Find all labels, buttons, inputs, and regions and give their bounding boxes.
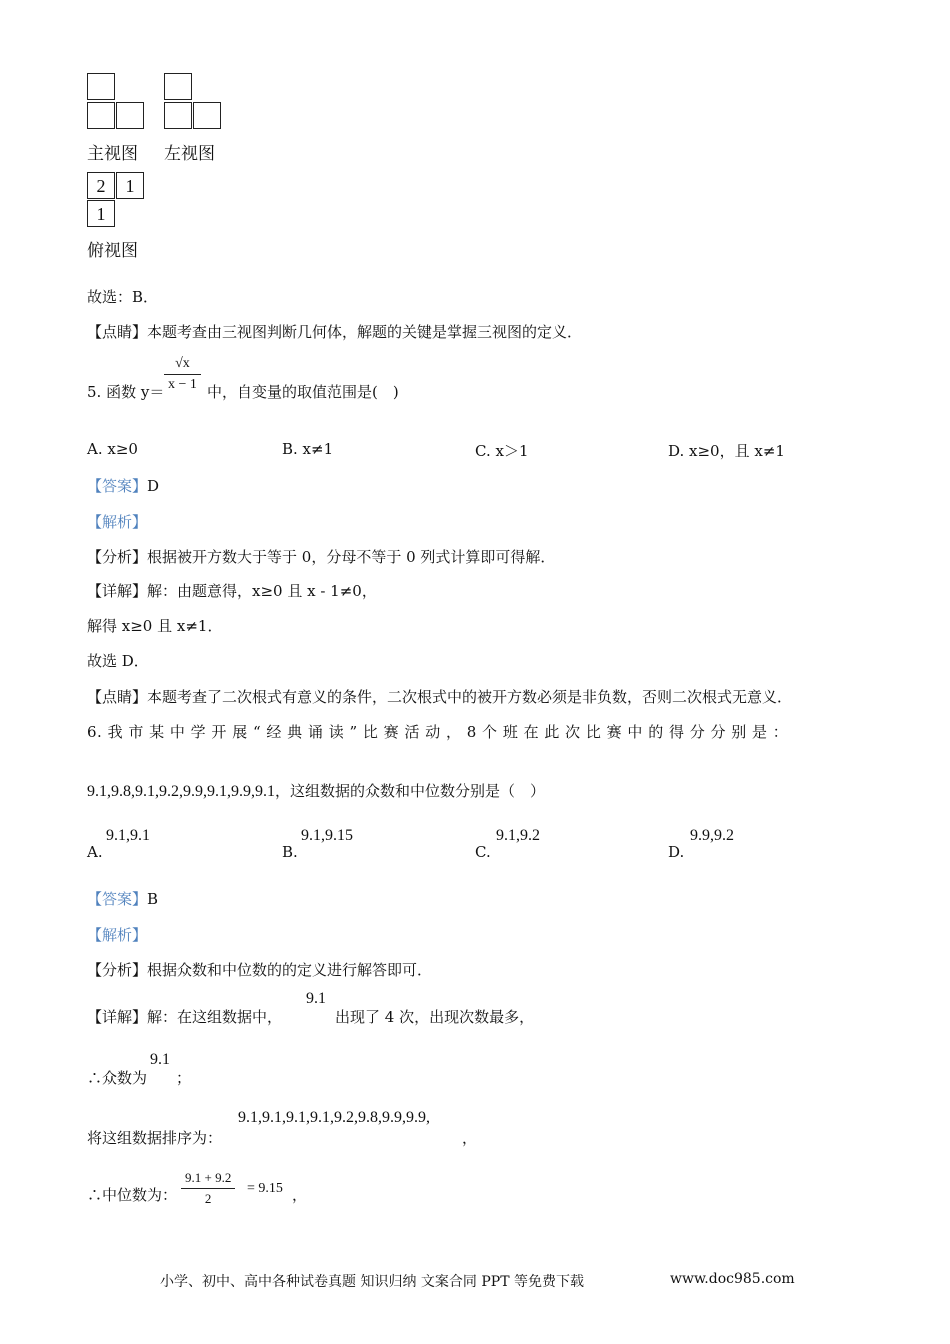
front-view-cell	[116, 102, 144, 129]
q5-answer	[87, 475, 159, 496]
q5-stem-suffix: 中，自变量的取值范围是( )	[207, 383, 399, 401]
q6-answer	[87, 888, 158, 909]
q5-detail-line-1: 【详解】解：由题意得，x≥0 且 x - 1≠0，	[87, 582, 377, 600]
q5-answer-value: D	[147, 477, 160, 495]
q6-answer-tag: 【答案】	[87, 890, 148, 908]
q5-fraction-numerator: √x	[175, 356, 190, 371]
q5-fraction	[164, 356, 201, 393]
q6-mode-value: 9.1	[150, 1051, 170, 1068]
q6-sort-prefix: 将这组数据排序为：	[87, 1129, 223, 1147]
top-view-cell: 2	[87, 172, 115, 199]
q5-detail-line-2: 解得 x≥0 且 x≠1．	[87, 617, 223, 635]
q6-median-suffix: ，	[292, 1186, 308, 1204]
q6-detail-value: 9.1	[306, 990, 326, 1007]
q6-sort-suffix: ，	[462, 1129, 478, 1147]
q6-data-line	[87, 780, 545, 801]
q6-option-c-value: 9.1,9.2	[496, 827, 540, 844]
q6-stem: 6. 我 市 某 中 学 开 展 “ 经 典 诵 读 ” 比 赛 活 动 ， 8 个 班 在 此 次 比 赛 中 的 得 分 分 别 是 ：	[87, 723, 789, 741]
q5-fraction-denominator: x − 1	[164, 374, 201, 393]
q6-median-fraction	[181, 1170, 235, 1207]
top-view-cell: 1	[87, 200, 115, 227]
q5-stem-prefix: 5. 函数 y＝	[87, 383, 165, 401]
q6-option-d-value: 9.9,9.2	[690, 827, 734, 844]
q6-option-c-letter: C.	[475, 843, 491, 861]
q5-comment: 【点睛】本题考查了二次根式有意义的条件，二次根式中的被开方数必须是非负数，否则二次根式无意义．	[87, 688, 793, 706]
q6-data-suffix: ，这组数据的众数和中位数分别是（ ）	[275, 782, 546, 800]
q6-detail-b: 出现了 4 次，出现次数最多，	[335, 1008, 535, 1026]
q6-sort-value: 9.1,9.1,9.1,9.1,9.2,9.8,9.9,9.9,	[238, 1109, 430, 1126]
q6-answer-value: B	[147, 890, 159, 908]
left-view-cell	[164, 73, 192, 100]
footer-text: 小学、初中、高中各种试卷真题 知识归纳 文案合同 PPT 等免费下载	[160, 1274, 584, 1290]
q6-mode-prefix: ∴众数为	[87, 1069, 148, 1087]
q6-option-b-value: 9.1,9.15	[301, 827, 353, 844]
q5-analysis-tag: 【解析】	[87, 513, 148, 531]
q6-analysis: 【分析】根据众数和中位数的的定义进行解答即可．	[87, 961, 433, 979]
q6-option-a-letter: A.	[87, 843, 103, 861]
left-view-cell	[193, 102, 221, 129]
q6-analysis-tag: 【解析】	[87, 926, 148, 944]
left-view-label: 左视图	[164, 144, 215, 164]
q6-data: 9.1,9.8,9.1,9.2,9.9,9.1,9.9,9.1	[87, 783, 275, 800]
q5-answer-tag: 【答案】	[87, 477, 148, 495]
q6-detail-a: 【详解】解：在这组数据中，	[87, 1008, 283, 1026]
q6-option-b-letter: B.	[282, 843, 298, 861]
footer-url[interactable]: www.doc985.com	[670, 1271, 795, 1287]
q5-conclusion: 故选 D．	[87, 652, 149, 670]
left-view-cell	[164, 102, 192, 129]
front-view-cell	[87, 102, 115, 129]
front-view-cell	[87, 73, 115, 100]
q6-median-numerator: 9.1 + 9.2	[185, 1170, 232, 1185]
front-view-label: 主视图	[87, 144, 138, 164]
q6-median-prefix: ∴中位数为：	[87, 1186, 178, 1204]
q6-median-denominator: 2	[181, 1188, 235, 1207]
q4-comment: 【点睛】本题考查由三视图判断几何体，解题的关键是掌握三视图的定义．	[87, 323, 583, 341]
q5-option-a: A. x≥0	[87, 440, 138, 458]
q5-analysis: 【分析】根据被开方数大于等于 0，分母不等于 0 列式计算即可得解．	[87, 548, 556, 566]
q6-option-a-value: 9.1,9.1	[106, 827, 150, 844]
q5-option-d: D. x≥0，且 x≠1	[668, 442, 785, 460]
q6-median-equals: = 9.15	[247, 1181, 283, 1196]
q5-option-b: B. x≠1	[282, 440, 334, 458]
q5-option-c: C. x＞1	[475, 442, 529, 460]
top-view-label: 俯视图	[87, 241, 138, 261]
top-view-cell: 1	[116, 172, 144, 199]
q6-mode-suffix: ；	[176, 1069, 192, 1087]
q4-conclusion: 故选：B．	[87, 288, 159, 306]
q6-option-d-letter: D.	[668, 843, 685, 861]
